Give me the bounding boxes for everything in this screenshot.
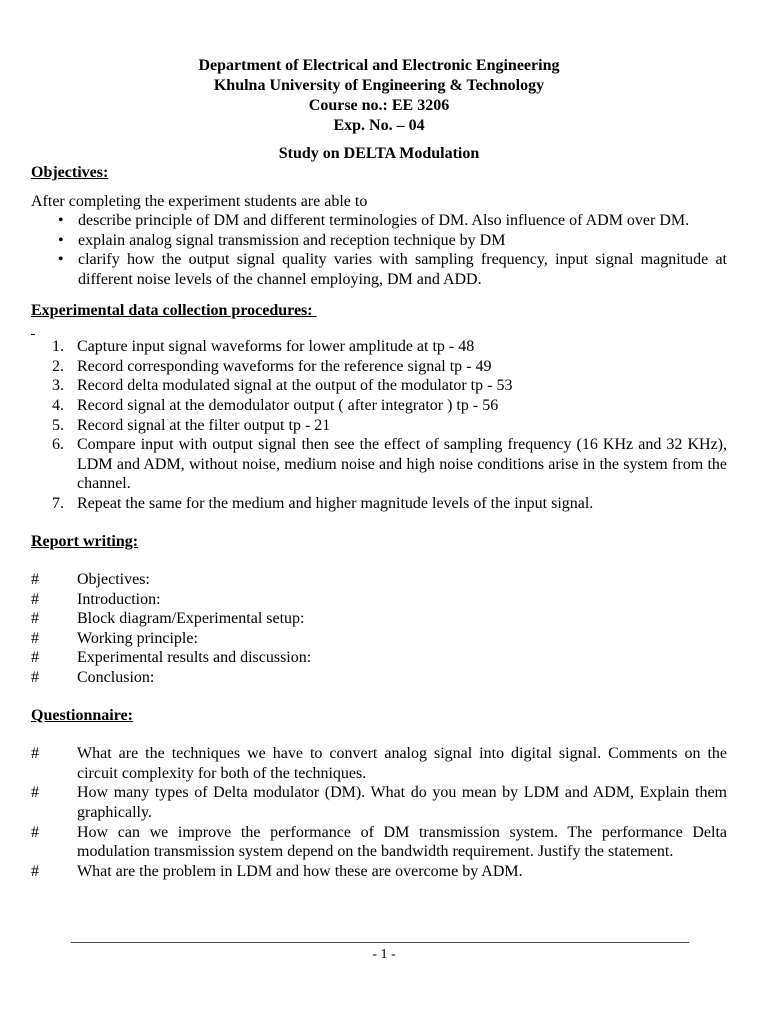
hash-icon: #	[31, 669, 39, 687]
report-item-text: Objectives:	[77, 571, 150, 589]
list-item	[31, 648, 727, 668]
list-item	[31, 823, 727, 862]
hash-icon: #	[31, 784, 39, 802]
questionnaire-list	[31, 744, 727, 881]
document-header	[31, 56, 727, 136]
experiment-number: Exp. No. – 04	[333, 117, 425, 134]
stray-underline-mark	[31, 322, 727, 337]
list-item	[31, 357, 727, 377]
step-number: 1.	[52, 338, 64, 356]
university-name: Khulna University of Engineering & Technology	[213, 77, 545, 94]
objectives-section	[31, 163, 727, 290]
hash-icon: #	[31, 590, 39, 608]
report-item-text: Experimental results and discussion:	[77, 649, 312, 667]
list-item	[31, 250, 727, 289]
objectives-heading: Objectives:	[31, 164, 109, 181]
step-text: Record delta modulated signal at the output of the modulator tp - 53	[77, 377, 513, 395]
objectives-list	[31, 211, 727, 289]
list-item	[31, 570, 727, 590]
list-item	[31, 435, 727, 494]
hash-icon: #	[31, 823, 39, 841]
report-list	[31, 570, 727, 688]
procedures-list	[31, 337, 727, 513]
report-heading: Report writing:	[31, 532, 139, 550]
footer-divider	[71, 942, 689, 943]
report-item-text: Conclusion:	[77, 669, 155, 687]
step-text: Record signal at the filter output tp - 21	[77, 416, 331, 434]
bullet-icon: •	[58, 251, 64, 269]
question-text: How can we improve the performance of DM transmission system. The performance Delta modulation transmission system depend on the bandwidth requirement. Justify the statement.	[77, 823, 727, 861]
list-item	[31, 629, 727, 649]
step-number: 3.	[52, 377, 64, 395]
step-text: Repeat the same for the medium and higher magnitude levels of the input signal.	[77, 494, 594, 512]
list-item	[31, 494, 727, 514]
list-item	[31, 416, 727, 436]
objective-text: clarify how the output signal quality varies with sampling frequency, input signal magnitude at different noise levels of the channel employing, DM and ADD.	[78, 251, 727, 288]
question-text: What are the techniques we have to convert analog signal into digital signal. Comments on the circuit complexity for both of the techniques.	[77, 745, 727, 782]
hash-icon: #	[31, 649, 39, 667]
report-item-text: Block diagram/Experimental setup:	[77, 610, 305, 628]
hash-icon: #	[31, 862, 39, 880]
questionnaire-section	[31, 706, 727, 882]
hash-icon: #	[31, 745, 39, 763]
report-item-text: Working principle:	[77, 629, 198, 647]
list-item	[31, 211, 727, 231]
list-item	[31, 668, 727, 688]
step-text: Compare input with output signal then see the effect of sampling frequency (16 KHz and 32 KHz), LDM and ADM, without noise, medium noise and high noise conditions arise in the system from the channel.	[77, 436, 727, 493]
questionnaire-heading: Questionnaire:	[31, 706, 133, 724]
list-item	[31, 337, 727, 357]
procedures-section	[31, 301, 727, 514]
procedures-heading: Experimental data collection procedures:	[31, 301, 317, 319]
department-name: Department of Electrical and Electronic Engineering	[198, 57, 560, 74]
step-number: 6.	[52, 436, 64, 454]
step-number: 2.	[52, 357, 64, 375]
step-text: Capture input signal waveforms for lower amplitude at tp - 48	[77, 338, 475, 356]
study-title: Study on DELTA Modulation	[278, 145, 480, 162]
step-number: 7.	[52, 494, 64, 512]
bullet-icon: •	[58, 231, 64, 249]
page-number: - 1 -	[372, 947, 396, 962]
list-item	[31, 609, 727, 629]
objective-text: describe principle of DM and different terminologies of DM. Also influence of ADM over DM.	[78, 212, 690, 230]
hash-icon: #	[31, 571, 39, 589]
list-item	[31, 396, 727, 416]
list-item	[31, 783, 727, 822]
course-number: Course no.: EE 3206	[308, 97, 450, 114]
objectives-intro: After completing the experiment students are able to	[31, 192, 368, 210]
objective-text: explain analog signal transmission and reception technique by DM	[78, 231, 506, 249]
question-text: How many types of Delta modulator (DM). What do you mean by LDM and ADM, Explain them graphically.	[77, 784, 727, 822]
hash-icon: #	[31, 610, 39, 628]
document-page	[31, 56, 727, 881]
list-item	[31, 590, 727, 610]
step-number: 4.	[52, 396, 64, 414]
list-item	[31, 744, 727, 783]
list-item	[31, 231, 727, 251]
report-section	[31, 532, 727, 688]
report-item-text: Introduction:	[77, 590, 161, 608]
list-item	[31, 376, 727, 396]
step-number: 5.	[52, 416, 64, 434]
bullet-icon: •	[58, 212, 64, 230]
question-text: What are the problem in LDM and how these are overcome by ADM.	[77, 862, 523, 880]
step-text: Record corresponding waveforms for the reference signal tp - 49	[77, 357, 492, 375]
hash-icon: #	[31, 629, 39, 647]
list-item	[31, 862, 727, 882]
step-text: Record signal at the demodulator output ( after integrator ) tp - 56	[77, 396, 499, 414]
